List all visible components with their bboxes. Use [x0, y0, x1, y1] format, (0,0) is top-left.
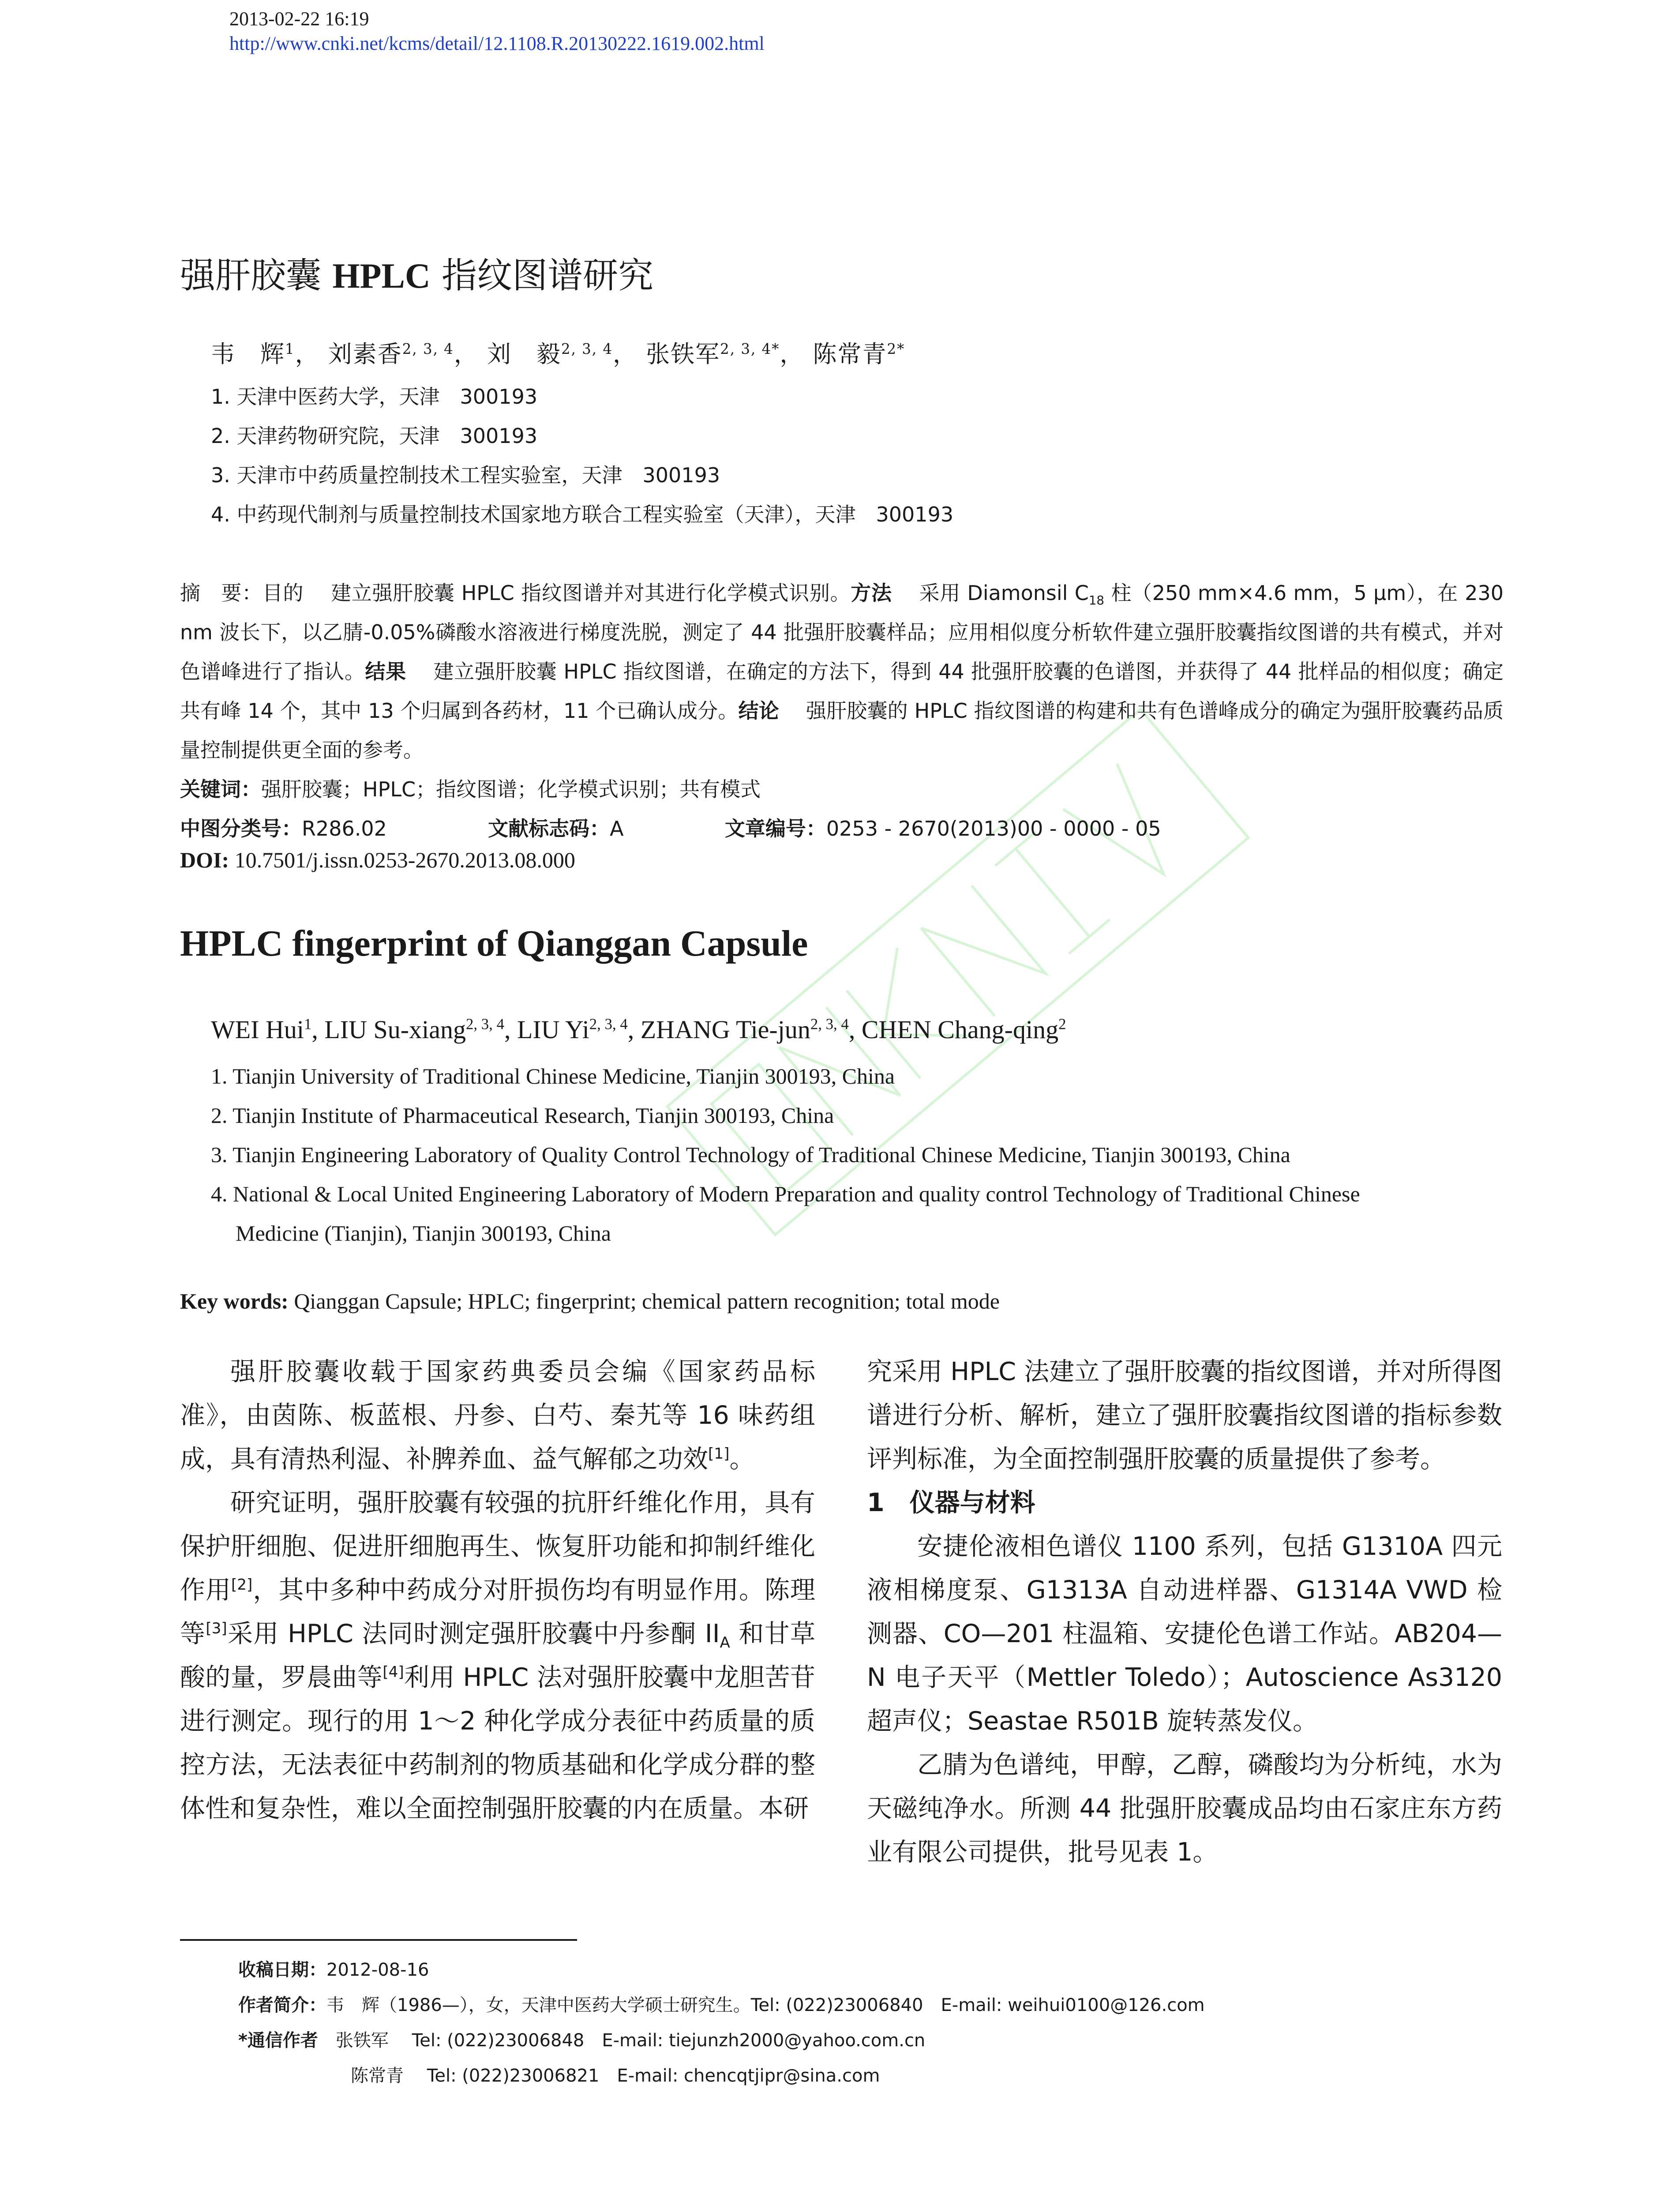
author-zh: 张铁军$^{2, 3, 4*}$	[646, 340, 780, 368]
author-en: WEI Hui$^1$	[211, 1015, 312, 1044]
affiliation-en: 3. Tianjin Engineering Laboratory of Quality Control Technology of Traditional Chinese Medicine, Tianjin 300193, China	[211, 1142, 1290, 1167]
keywords-zh: 关键词：强肝胶囊；HPLC；指纹图谱；化学模式识别；共有模式	[180, 777, 761, 801]
affiliation-en: Medicine (Tianjin), Tianjin 300193, China	[236, 1221, 611, 1246]
doi-value[interactable]: 10.7501/j.issn.0253-2670.2013.08.000	[234, 848, 575, 872]
author-en: LIU Su-xiang$^{2, 3, 4}$	[324, 1015, 504, 1044]
authors-zh: 韦 辉$^1$， 刘素香$^{2, 3, 4}$， 刘 毅$^{2, 3, 4}$， 张铁军$^{2, 3, 4*}$， 陈常青$^{2*}$	[211, 340, 905, 368]
conclusion-label: 结论	[738, 699, 779, 723]
body-paragraph: 强肝胶囊收载于国家药典委员会编《国家药品标准》，由茵陈、板蓝根、丹参、白芍、秦艽等 16 味药组成，具有清热利湿、补脾养血、益气解郁之功效[1]。	[180, 1357, 815, 1474]
body-paragraph: 研究证明，强肝胶囊有较强的抗肝纤维化作用，具有保护肝细胞、促进肝细胞再生、恢复肝功能和抑制纤维化作用[2]，其中多种中药成分对肝损伤均有明显作用。陈理等[3]采用 HPLC 法同时测定强肝胶囊中丹参酮 $II_A$ 和甘草酸的量，罗晨曲等[4]利用 HPLC 法对强肝胶囊中龙胆苦苷进行测定。现行的用 1～2 种化学成分表征中药质量的质控方法，无法表征中药制剂的物质基础和化学成分群的整体性和复杂性，难以全面控制强肝胶囊的内在质量。本研	[180, 1488, 816, 1823]
body-paragraph: 乙腈为色谱纯，甲醇，乙醇，磷酸均为分析纯，水为天磁纯净水。所测 44 批强肝胶囊成品均由石家庄东方药业有限公司提供，批号见表 1。	[867, 1750, 1502, 1867]
result-label: 结果	[365, 660, 406, 683]
corresponding-author: 陈常青 Tel: (022)23006821 E-mail: chencqtjipr@sina.com	[351, 2066, 880, 2086]
affiliation-en: 4. National & Local United Engineering Laboratory of Modern Preparation and quality control Technology of Traditional Chinese	[211, 1182, 1360, 1206]
publish-datetime: 2013-02-22 16:19	[229, 8, 369, 30]
author-bio: 作者简介：韦 辉（1986—），女，天津中医药大学硕士研究生。Tel: (022)23006840 E-mail: weihui0100@126.com	[238, 1995, 1205, 2015]
keywords-en: Key words: Qianggan Capsule; HPLC; fingerprint; chemical pattern recognition; total mode	[180, 1289, 1000, 1313]
title-zh-part: 强肝胶囊	[180, 255, 321, 296]
affiliations-en	[211, 1057, 1534, 1253]
classification-line: 中图分类号：R286.02 文献标志码：A 文章编号：0253 - 2670(2013)00 - 0000 - 05	[180, 817, 1161, 840]
body-paragraph: 究采用 HPLC 法建立了强肝胶囊的指纹图谱，并对所得图谱进行分析、解析，建立了强肝胶囊指纹图谱的指标参数评判标准，为全面控制强肝胶囊的质量提供了参考。	[867, 1357, 1502, 1474]
author-en: ZHANG Tie-jun$^{2, 3, 4}$	[640, 1015, 849, 1044]
author-en: LIU Yi$^{2, 3, 4}$	[517, 1015, 628, 1044]
abstract-zh: 摘 要：目的 建立强肝胶囊 HPLC 指纹图谱并对其进行化学模式识别。方法 采用 Diamonsil $C_{18}$ 柱（250 mm×4.6 mm，5 μm），在 230 nm 波长下，以乙腈-0.05%磷酸水溶液进行梯度洗脱，测定了 44 批强肝胶囊样品；应用相似度分析软件建立强肝胶囊指纹图谱的共有模式，并对色谱峰进行了指认。结果 建立强肝胶囊 HPLC 指纹图谱，在确定的方法下，得到 44 批强肝胶囊的色谱图，并获得了 44 批样品的相似度；确定共有峰 14 个，其中 13 个归属到各药材，11 个已确认成分。结论 强肝胶囊的 HPLC 指纹图谱的构建和共有色谱峰成分的确定为强肝胶囊药品质量控制提供更全面的参考。	[180, 581, 1504, 762]
method-label: 方法	[851, 581, 892, 605]
publish-meta	[229, 7, 765, 56]
received-date: 收稿日期：2012-08-16	[238, 1960, 429, 1980]
article-url-link[interactable]: http://www.cnki.net/kcms/detail/12.1108.R.20130222.1619.002.html	[229, 33, 765, 54]
corresponding-author: *通信作者 张铁军 Tel: (022)23006848 E-mail: tiejunzh2000@yahoo.com.cn	[238, 2030, 926, 2051]
objective-text: 建立强肝胶囊 HPLC 指纹图谱并对其进行化学模式识别。	[331, 581, 851, 605]
affiliation-zh: 2. 天津药物研究院，天津 300193	[211, 424, 538, 448]
footnotes	[238, 1952, 1518, 2093]
affiliation-en: 1. Tianjin University of Traditional Chinese Medicine, Tianjin 300193, China	[211, 1064, 895, 1088]
author-zh: 韦 辉$^1$	[211, 340, 295, 368]
author-en: CHEN Chang-qing$^2$	[861, 1015, 1066, 1044]
affiliation-zh: 3. 天津市中药质量控制技术工程实验室，天津 300193	[211, 463, 720, 487]
authors-en: WEI Hui$^1$, LIU Su-xiang$^{2, 3, 4}$, LIU Yi$^{2, 3, 4}$, ZHANG Tie-jun$^{2, 3, 4}$, CHEN Chang-qing$^2$	[211, 1015, 1066, 1044]
body-paragraph: 安捷伦液相色谱仪 1100 系列，包括 G1310A 四元液相梯度泵、G1313A 自动进样器、G1314A VWD 检测器、CO—201 柱温箱、安捷伦色谱工作站。AB204—N 电子天平（Mettler Toledo）；Autoscience As3120 超声仪；Seastae R501B 旋转蒸发仪。	[867, 1532, 1502, 1736]
doi-line: DOI: 10.7501/j.issn.0253-2670.2013.08.000	[180, 848, 575, 872]
affiliations-zh	[211, 377, 953, 534]
body-left-column	[180, 1350, 815, 1831]
result-text: 建立强肝胶囊 HPLC 指纹图谱，在确定的方法下，得到 44 批强肝胶囊的色谱图，并获得了 44 批样品的相似度；确定共有峰 14 个，其中 13 个归属到各药材，11 个已确认成分。	[180, 660, 1504, 723]
objective-label: 目的	[262, 581, 304, 605]
article-title-zh	[180, 247, 653, 298]
author-zh: 陈常青$^{2*}$	[813, 340, 905, 368]
author-zh: 刘 毅$^{2, 3, 4}$	[487, 340, 613, 368]
title-zh-part: 指纹图谱研究	[442, 255, 654, 296]
conclusion-text: 强肝胶囊的 HPLC 指纹图谱的构建和共有色谱峰成分的确定为强肝胶囊药品质量控制提供更全面的参考。	[180, 699, 1504, 762]
footnote-rule	[180, 1939, 577, 1941]
body-right-column	[867, 1350, 1502, 1874]
affiliation-zh: 4. 中药现代制剂与质量控制技术国家地方联合工程实验室（天津），天津 300193	[211, 503, 954, 526]
abstract-label: 摘 要：	[180, 581, 262, 605]
title-zh-hplc: HPLC	[332, 257, 431, 296]
article-title-en: HPLC fingerprint of Qianggan Capsule	[180, 923, 808, 964]
method-text: 柱（250 mm×4.6 mm，5 μm），在 230 nm 波长下，以乙腈-0.05%磷酸水溶液进行梯度洗脱，测定了 44 批强肝胶囊样品；应用相似度分析软件建立强肝胶囊指纹图谱的共有模式，并对色谱峰进行了指认。	[180, 581, 1504, 683]
affiliation-zh: 1. 天津中医药大学，天津 300193	[211, 385, 538, 409]
author-zh: 刘素香$^{2, 3, 4}$	[328, 340, 454, 368]
method-text: 采用 Diamonsil C	[919, 581, 1089, 605]
section-heading: 1 仪器与材料	[867, 1488, 1035, 1517]
affiliation-en: 2. Tianjin Institute of Pharmaceutical Research, Tianjin 300193, China	[211, 1103, 834, 1128]
